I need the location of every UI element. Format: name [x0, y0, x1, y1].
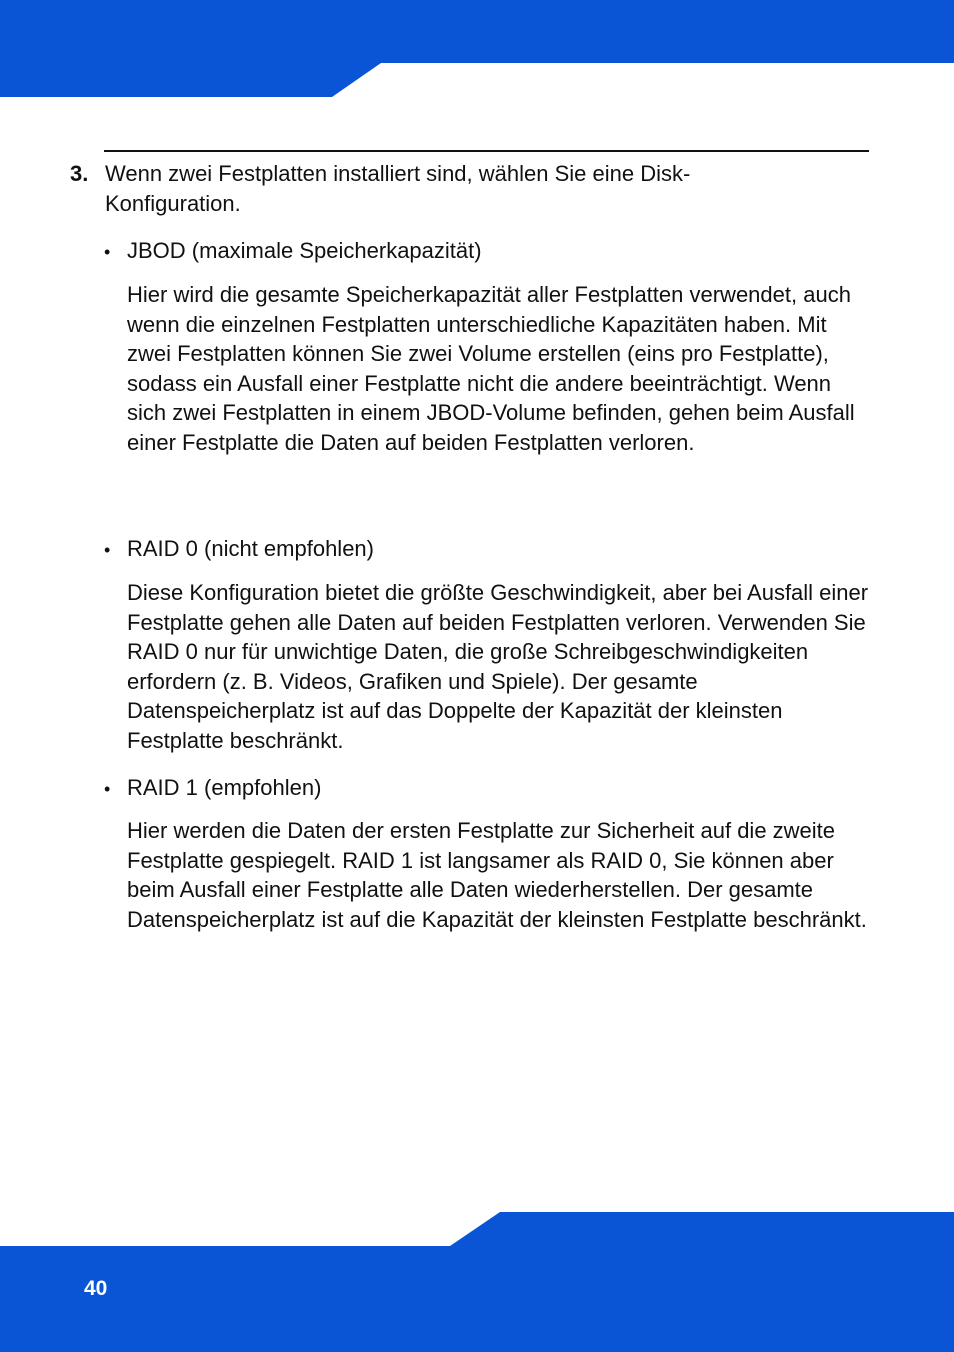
option-raid1-title-row — [104, 773, 321, 804]
option-raid1-description: Hier werden die Daten der ersten Festplatte zur Sicherheit auf die zweite Festplatte gespiegelt. RAID 1 ist langsamer als RAID 0, Sie können aber beim Ausfall einer Festplatte alle Daten wiederherstellen. Der gesamte Datenspeicherplatz ist auf die Kapazität der kleinsten Festplatte beschränkt. — [127, 818, 867, 932]
option-raid0-description: Diese Konfiguration bietet die größte Geschwindigkeit, aber bei Ausfall einer Festplatte gehen alle Daten auf beiden Festplatten verloren. Verwenden Sie RAID 0 nur für unwichtige Daten, die große Schreibgeschwindigkeiten erfordern (z. B. Videos, Grafiken und Spiele). Der gesamte Datenspeicherplatz ist auf das Doppelte der Kapazität der kleinsten Festplatte beschränkt. — [127, 580, 869, 753]
option-raid0-title-row — [104, 534, 374, 565]
bullet-icon: • — [104, 242, 111, 262]
option-jbod-description: Hier wird die gesamte Speicherkapazität aller Festplatten verwendet, auch wenn die einzelnen Festplatten unterschiedliche Kapazitäten haben. Mit zwei Festplatten können Sie zwei Volume erstellen (eins pro Festplatte), sodass ein Ausfall einer Festplatte nicht die andere beeinträchtigt. Wenn sich zwei Festplatten in einem JBOD-Volume befinden, gehen beim Ausfall einer Festplatte die Daten auf beiden Festplatten verloren. — [127, 282, 855, 455]
footer-banner-shape — [0, 1212, 954, 1352]
page-number: 40 — [84, 1277, 108, 1300]
option-title: RAID 0 (nicht empfohlen) — [127, 536, 374, 561]
section-divider — [104, 150, 869, 152]
option-jbod-title-row — [104, 236, 482, 267]
step-number: 3. — [70, 161, 89, 186]
header-banner-shape — [0, 0, 954, 97]
option-title: JBOD (maximale Speicherkapazität) — [127, 238, 482, 263]
bullet-icon: • — [104, 540, 111, 560]
footer-banner — [0, 1208, 954, 1352]
option-title: RAID 1 (empfohlen) — [127, 775, 322, 800]
step-instruction: Wenn zwei Festplatten installiert sind, wählen Sie eine Disk-Konfiguration. — [105, 161, 691, 216]
header-banner — [0, 0, 954, 100]
bullet-icon: • — [104, 779, 111, 799]
